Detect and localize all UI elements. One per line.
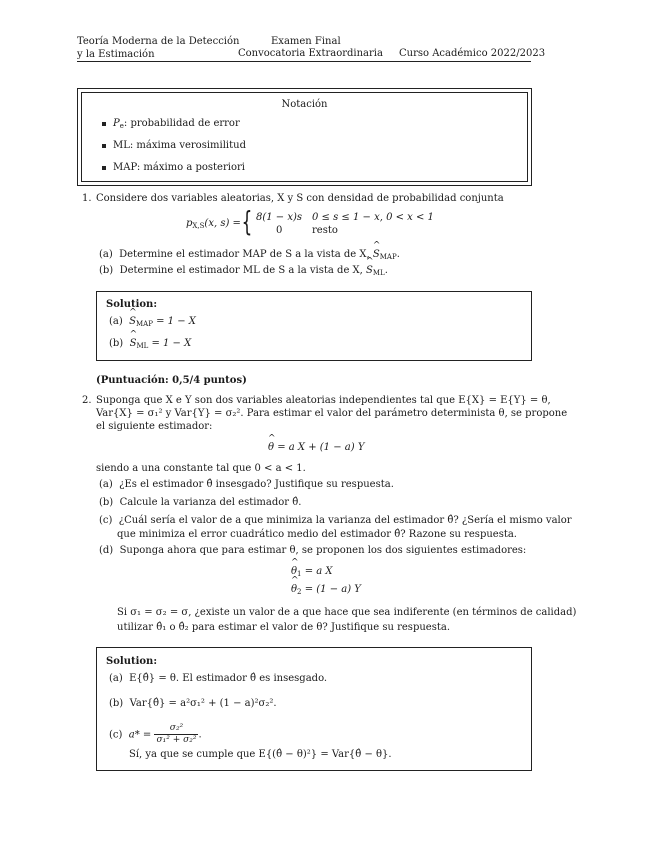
solution-box-1: [96, 291, 532, 361]
solution-2c-fraction: $\frac{\text{σ₂²}}{\text{σ₁² + σ₂²}}$: [156, 723, 197, 746]
academic-year: Curso Académico 2022/2023: [399, 48, 546, 59]
question-1a: (a) Determine el estimador MAP de S a la vista de X, ^ $S_{MAP}$.: [99, 249, 400, 262]
question-2-constraint: siendo a una constante tal que 0 < a < 1.: [96, 463, 306, 474]
question-2a: (a) ¿Es el estimador θ̂ insesgado? Justifique su respuesta.: [99, 479, 394, 490]
question-2c: (c) ¿Cuál sería el valor de a que minimiza la varianza del estimador θ̂? ¿Sería el mismo valor: [99, 515, 572, 526]
question-2-number: 2.: [82, 395, 92, 406]
estimator-equation: ^ θ = a X + (1 − a) Y: [268, 442, 364, 455]
course-title: Teoría Moderna de la Detección y la Estimación: [77, 36, 240, 60]
notation-item: ML: máxima verosimilitud: [102, 140, 246, 153]
solution-1b: (b) ^ $S_{ML} = 1 - X$: [109, 338, 191, 351]
solution-1a: (a) ^ $S_{MAP} = 1 - X$: [109, 316, 196, 329]
notation-box: [77, 88, 532, 186]
question-1-score: (Puntuación: 0,5/4 puntos): [96, 375, 247, 386]
solution-2a: (a) E{θ̂} = θ. El estimador θ̂ es insesgado.: [109, 673, 328, 684]
question-1b: (b) Determine el estimador ML de S a la vista de X, ^ $S_{ML}$.: [99, 265, 388, 278]
estimator-2: ^ $\theta_2 = (1 - a)$ Y: [291, 584, 361, 597]
question-2c-cont: que minimiza el error cuadrático medio del estimador θ̂? Razone su respuesta.: [117, 529, 517, 540]
question-2-line2: Var{X} = σ₁² y Var{Y} = σ₂². Para estimar el valor del parámetro determinista θ, se propone: [96, 408, 568, 419]
pdf-case2-cond: resto: [312, 225, 338, 236]
header-rule: [77, 61, 531, 62]
solution-1-title: Solution:: [106, 299, 158, 310]
pdf-case1-cond: 0 ≤ s ≤ 1 − x, 0 < x < 1: [312, 212, 434, 223]
question-1-intro: Considere dos variables aleatorias, X y S con densidad de probabilidad conjunta: [96, 193, 504, 204]
estimator-1: ^ $\theta_1 = a$ X: [291, 566, 333, 579]
question-1-number: 1.: [82, 193, 92, 204]
pdf-brace: {: [241, 205, 253, 238]
solution-2-title: Solution:: [106, 656, 158, 667]
exam-session: Convocatoria Extraordinaria: [238, 48, 383, 59]
solution-2c-text: Sí, ya que se cumple que E{(θ̂ − θ)²} = Var{θ̂ − θ}.: [129, 749, 392, 760]
question-2-line1: Suponga que X e Y son dos variables aleatorias independientes tal que E{X} = E{Y} = θ,: [96, 395, 551, 406]
solution-2c: (c) a* = $\frac{\text{σ₂²}}{\text{σ₁² + σ₂²}}$ .: [109, 723, 202, 746]
notation-title: Notación: [281, 99, 328, 110]
solution-2b: (b) Var{θ̂} = a²σ₁² + (1 − a)²σ₂².: [109, 698, 277, 709]
question-2b: (b) Calcule la varianza del estimador θ̂.: [99, 497, 302, 508]
question-2d-line3: utilizar θ̂₁ o θ̂₂ para estimar el valor de θ? Justifique su respuesta.: [117, 622, 450, 633]
pdf-lhs: $p_{X,S}(x$, s) =: [186, 218, 241, 230]
solution-box-2: [96, 647, 532, 771]
question-2d-line2: Si σ₁ = σ₂ = σ, ¿existe un valor de a que hace que sea indiferente (en términos de calidad): [117, 607, 577, 618]
pdf-case1-expr: 8(1 − x)s: [256, 212, 303, 223]
question-2-line3: el siguiente estimador:: [96, 421, 213, 432]
notation-item: MAP: máximo a posteriori: [102, 162, 245, 175]
notation-item: $P_e$: probabilidad de error: [102, 118, 240, 131]
pdf-case2-expr: 0: [276, 225, 283, 236]
exam-title: Examen Final: [271, 36, 341, 47]
question-2d: (d) Suponga ahora que para estimar θ, se proponen los dos siguientes estimadores:: [99, 545, 527, 556]
